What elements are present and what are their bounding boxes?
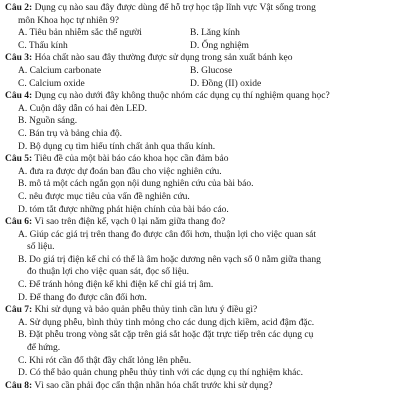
question-8	[5, 380, 394, 393]
question-text: Tiêu đề của một bài báo cáo khoa học cần đảm bảo	[32, 154, 229, 165]
question-3	[5, 52, 394, 65]
option-row	[5, 65, 394, 78]
option-a: A. Cuộn dây dẫn có hai đèn LED.	[18, 103, 148, 114]
option-c: C. Bán trụ và bảng chia độ.	[18, 128, 122, 139]
option-c: C. Calcium oxide	[18, 78, 85, 89]
question-5	[5, 153, 394, 166]
option-b: B. Nguồn sáng.	[18, 116, 78, 127]
question-text: Vì sao trên điện kế, vạch 0 lại nằm giữa thang đo?	[32, 217, 226, 228]
question-label: Câu 6:	[5, 217, 33, 228]
option-row	[5, 27, 394, 40]
option-c: C. nêu được mục tiêu của vấn đề nghiên cứu.	[18, 191, 190, 202]
question-text: Khi sử dụng và bảo quản phễu thủy tinh cần lưu ý điều gì?	[32, 305, 258, 316]
question-7	[5, 304, 394, 317]
option-b: B. Lăng kính	[190, 28, 240, 39]
option-c: C. Để tránh hỏng điện kế khi điện kế chỉ giá trị âm.	[18, 280, 214, 291]
question-text: Dụng cụ nào dưới đây không thuộc nhóm các dụng cụ thí nghiệm quang học?	[32, 91, 330, 102]
question-label: Câu 2:	[5, 3, 33, 13]
question-4	[5, 90, 394, 103]
question-text-continued: môn Khoa học tự nhiên 9?	[18, 15, 119, 26]
option-c: C. Khi rót cần đổ thật đầy chất lỏng lên phễu.	[18, 355, 192, 366]
option-c: C. Thấu kính	[18, 40, 68, 51]
option-d: D. tóm tắt được những phát hiện chính của bài báo cáo.	[18, 204, 229, 215]
question-label: Câu 5:	[5, 154, 33, 165]
option-row	[5, 40, 394, 53]
option-a: A. Tiêu bản nhiễm sắc thể người	[18, 28, 142, 39]
option-b-continued: để hứng.	[27, 343, 61, 354]
question-label: Câu 4:	[5, 91, 33, 102]
question-text: Dụng cụ nào sau đây được dùng để hỗ trợ học tập lĩnh vực Vật sống trong	[32, 3, 316, 13]
question-label: Câu 7:	[5, 305, 33, 316]
option-d: D. Để thang đo được cân đối hơn.	[18, 292, 147, 303]
option-b: B. Glucose	[190, 65, 233, 76]
option-b: B. mô tả một cách ngắn gọn nội dung nghiên cứu của bài báo.	[18, 179, 254, 190]
question-text: Vì sao cần phải đọc cẩn thận nhãn hóa chất trước khi sử dụng?	[32, 380, 273, 391]
question-2	[5, 2, 394, 15]
question-6	[5, 216, 394, 229]
option-d: D. Đồng (II) oxide	[190, 78, 262, 89]
option-b: B. Đặt phễu trong vòng sắt cặp trên giá sắt hoặc đặt trực tiếp trên các dụng cụ	[18, 330, 314, 341]
option-b-continued: đo thuận lợi cho việc quan sát, đọc số liệu.	[27, 267, 190, 278]
option-d: D. Ống nghiệm	[190, 40, 249, 51]
option-a: A. Calcium carbonate	[18, 65, 102, 76]
option-a-continued: số liệu.	[27, 242, 55, 253]
option-row	[5, 78, 394, 91]
option-d: D. Bộ dụng cụ tìm hiểu tính chất ảnh qua thấu kính.	[18, 141, 216, 152]
option-d: D. Có thể bảo quản chung phễu thủy tinh với các dụng cụ thí nghiệm khác.	[18, 368, 303, 379]
question-label: Câu 3:	[5, 53, 33, 64]
option-a: A. Giúp các giá trị trên thang đo được cân đối hơn, thuận lợi cho việc quan sát	[18, 229, 317, 240]
option-b: B. Do giá trị điện kế chỉ có thể là âm hoặc dương nên vạch số 0 nằm giữa thang	[18, 254, 321, 265]
option-a: A. Sử dụng phễu, bình thủy tinh mỏng cho các dung dịch kiềm, acid đậm đặc.	[18, 317, 315, 328]
question-text: Hóa chất nào sau đây thường được sử dụng trong sản xuất bánh kẹo	[32, 53, 293, 64]
question-label: Câu 8:	[5, 380, 33, 391]
option-a: A. đưa ra được dự đoán ban đầu cho việc nghiên cứu.	[18, 166, 222, 177]
